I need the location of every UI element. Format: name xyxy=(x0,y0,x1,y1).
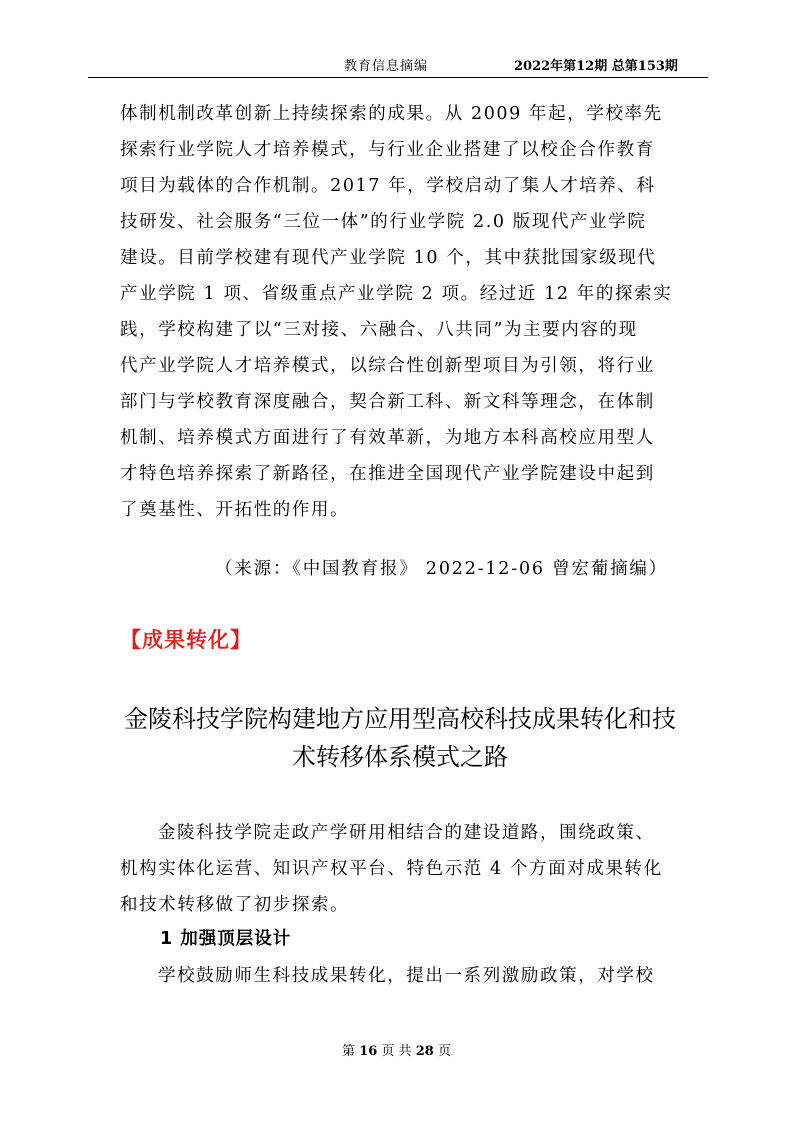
page-header xyxy=(0,55,793,75)
page-footer xyxy=(0,1040,793,1059)
article2-section1-paragraph xyxy=(120,958,680,994)
section-tag: 【成果转化】 xyxy=(120,628,252,652)
text-line: 和技术转移做了初步探索。 xyxy=(120,895,350,915)
journal-name: 教育信息摘编 xyxy=(344,59,429,74)
text-line: 机构实体化运营、知识产权平台、特色示范 4 个方面对成果转化 xyxy=(120,859,663,879)
title-line: 术转移体系模式之路 xyxy=(292,743,508,771)
text-line: 探索行业学院人才培养模式，与行业企业搭建了以校企合作教育 xyxy=(120,140,655,160)
issue-number: 2022年第12期 总第153期 xyxy=(514,59,678,74)
header-divider xyxy=(88,77,708,78)
text-line: 技研发、社会服务“三位一体”的行业学院 2.0 版现代产业学院 xyxy=(120,212,647,232)
article1-source: （来源：《中国教育报》 2022-12-06 曾宏葡摘编） xyxy=(215,559,668,579)
footer-suffix: 页 xyxy=(437,1044,451,1059)
text-line: 才特色培养探索了新路径，在推进全国现代产业学院建设中起到 xyxy=(120,464,655,484)
title-line: 金陵科技学院构建地方应用型高校科技成果转化和技 xyxy=(124,705,676,733)
text-line: 代产业学院人才培养模式，以综合性创新型项目为引领，将行业 xyxy=(120,356,655,376)
text-line: 学校鼓励师生科技成果转化，提出一系列激励政策，对学校 xyxy=(158,966,655,986)
text-line: 产业学院 1 项、省级重点产业学院 2 项。经过近 12 年的探索实 xyxy=(120,284,673,304)
text-line: 部门与学校教育深度融合，契合新工科、新文科等理念，在体制 xyxy=(120,392,655,412)
article2-subheading: 1 加强顶层设计 xyxy=(160,929,292,949)
text-line: 金陵科技学院走政产学研用相结合的建设道路，围绕政策、 xyxy=(158,823,655,843)
article1-body xyxy=(120,96,680,528)
article2-intro-paragraph xyxy=(120,815,680,923)
footer-mid: 页 共 xyxy=(381,1044,412,1059)
article2-section1 xyxy=(120,958,680,994)
article2-title xyxy=(120,700,680,776)
article1-paragraph xyxy=(120,96,680,528)
text-line: 建设。目前学校建有现代产业学院 10 个，其中获批国家级现代 xyxy=(120,248,657,268)
text-line: 践，学校构建了以“三对接、六融合、八共同”为主要内容的现 xyxy=(120,320,638,340)
footer-total-pages: 28 xyxy=(415,1044,434,1059)
text-line: 体制机制改革创新上持续探索的成果。从 2009 年起，学校率先 xyxy=(120,104,663,124)
text-line: 了奠基性、开拓性的作用。 xyxy=(120,500,350,520)
article2-intro xyxy=(120,815,680,923)
footer-page-number: 16 xyxy=(359,1044,378,1059)
footer-prefix: 第 xyxy=(342,1044,356,1059)
text-line: 机制、培养模式方面进行了有效革新，为地方本科高校应用型人 xyxy=(120,428,655,448)
text-line: 项目为载体的合作机制。2017 年，学校启动了集人才培养、科 xyxy=(120,176,656,196)
